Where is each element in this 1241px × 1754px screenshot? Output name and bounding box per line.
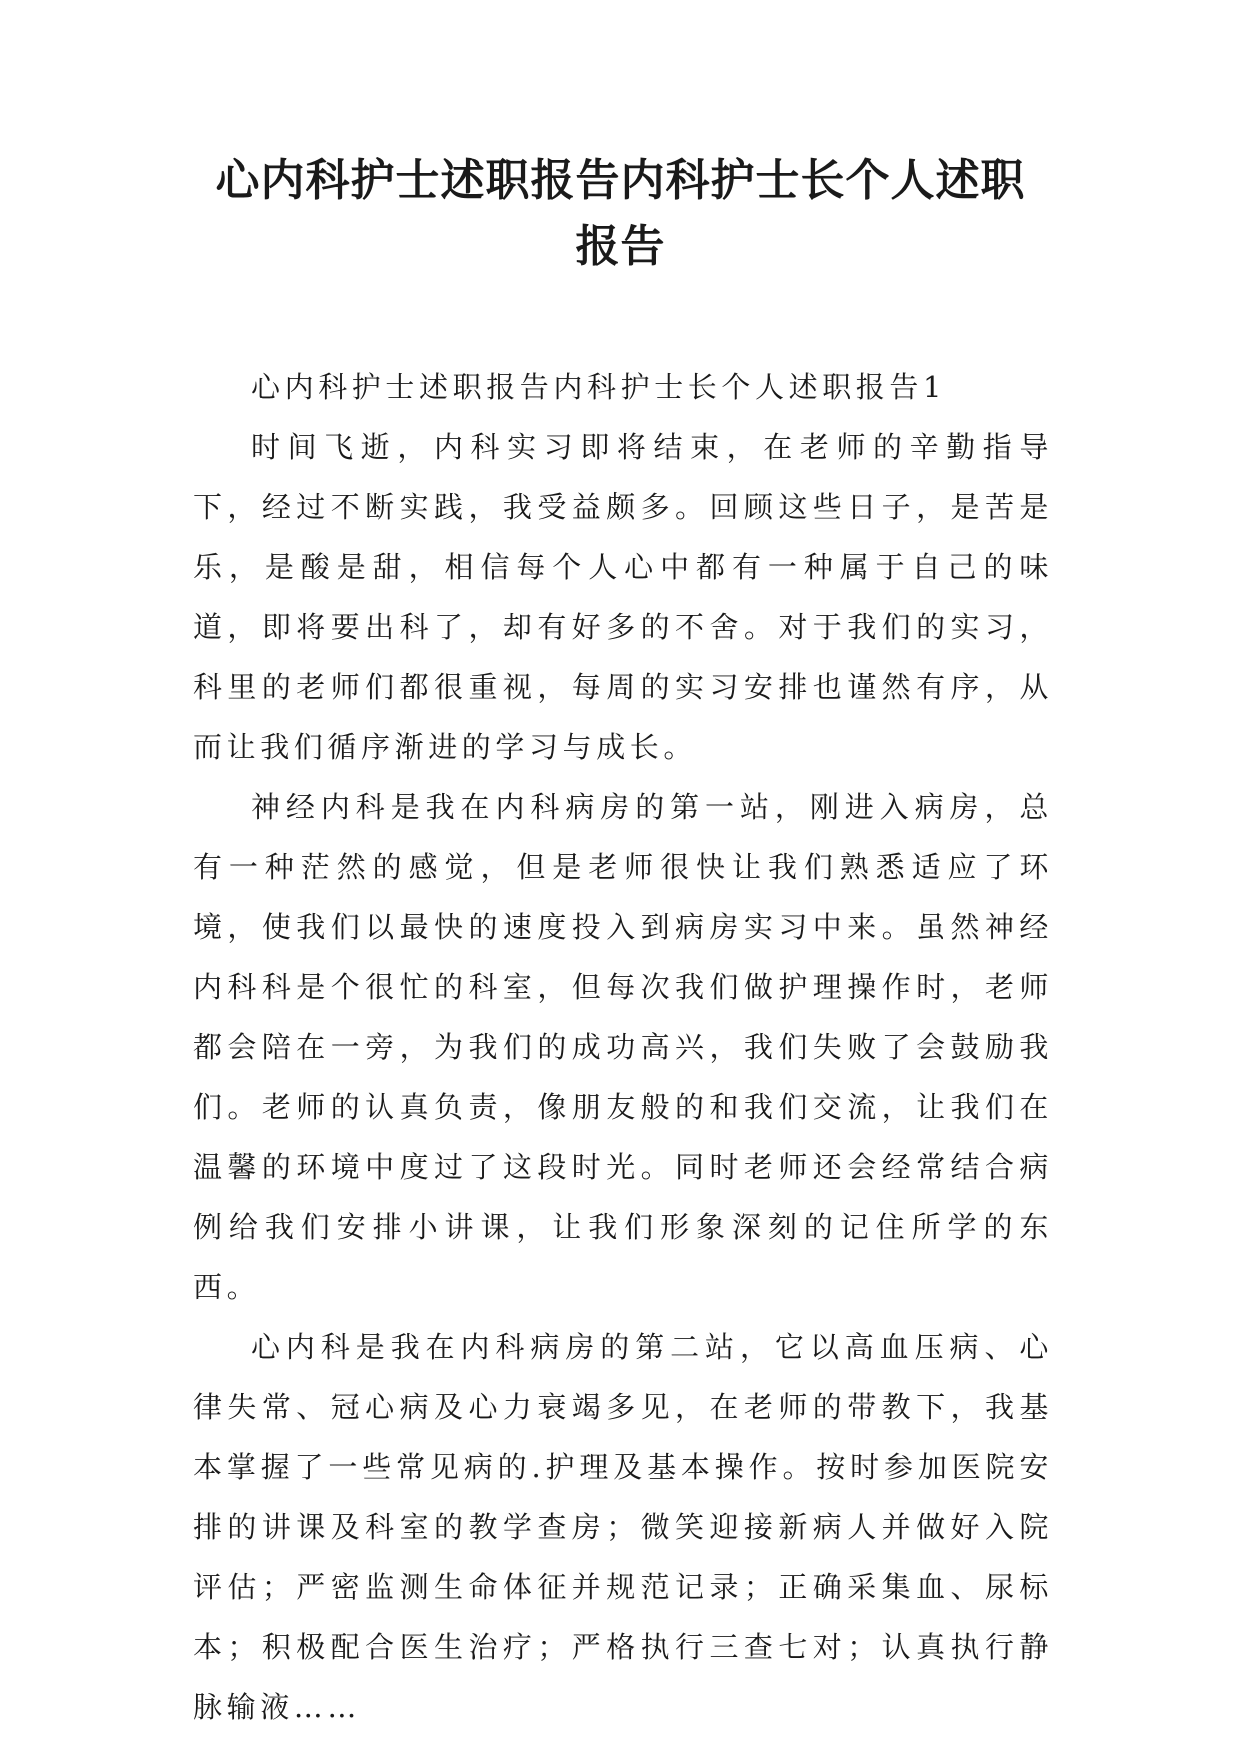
body-paragraph-1: 时间飞逝，内科实习即将结束，在老师的辛勤指导下，经过不断实践，我受益颇多。回顾这些日子，是苦是乐，是酸是甜，相信每个人心中都有一种属于自己的味道，即将要出科了，却有好多的不舍。对于我们的实习，科里的老师们都很重视，每周的实习安排也谨然有序，从而让我们循序渐进的学习与成长。 bbox=[193, 430, 1053, 764]
document-subtitle-paragraph: 心内科护士述职报告内科护士长个人述职报告1 bbox=[251, 370, 947, 404]
body-paragraph-2: 神经内科是我在内科病房的第一站，刚进入病房，总有一种茫然的感觉，但是老师很快让我们熟悉适应了环境，使我们以最快的速度投入到病房实习中来。虽然神经内科科是个很忙的科室，但每次我们做护理操作时，老师都会陪在一旁，为我们的成功高兴，我们失败了会鼓励我们。老师的认真负责，像朋友般的和我们交流，让我们在温馨的环境中度过了这段时光。同时老师还会经常结合病例给我们安排小讲课，让我们形象深刻的记住所学的东西。 bbox=[193, 790, 1053, 1304]
document-body bbox=[193, 357, 1053, 1737]
document-title bbox=[150, 148, 1091, 280]
body-paragraph-3: 心内科是我在内科病房的第二站，它以高血压病、心律失常、冠心病及心力衰竭多见，在老师的带教下，我基本掌握了一些常见病的.护理及基本操作。按时参加医院安排的讲课及科室的教学查房；微笑迎接新病人并做好入院评估；严密监测生命体征并规范记录；正确采集血、尿标本；积极配合医生治疗；严格执行三查七对；认真执行静脉输液…… bbox=[193, 1330, 1053, 1724]
document-title-line-2: 报告 bbox=[575, 221, 666, 272]
document-title-line-1: 心内科护士述职报告内科护士长个人述职 bbox=[215, 155, 1026, 206]
